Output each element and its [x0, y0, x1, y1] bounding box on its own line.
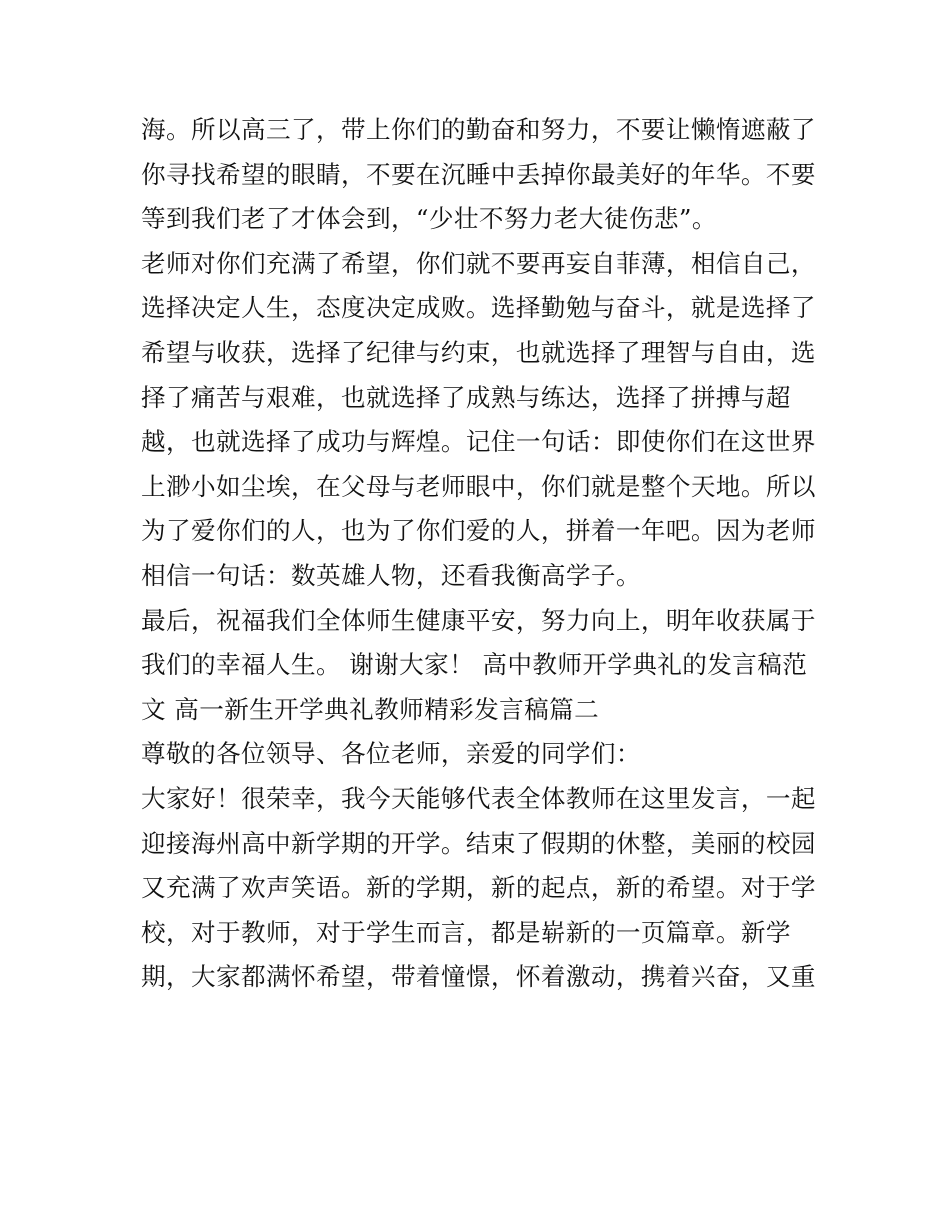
text-line-19: 校，对于教师，对于学生而言，都是崭新的一页篇章。新学 [141, 917, 791, 947]
text-line-11: 相信一句话：数英雄人物，还看我衡高学子。 [141, 560, 641, 590]
document-body [141, 108, 816, 1000]
text-line-20: 期，大家都满怀希望，带着憧憬，怀着激动，携着兴奋，又重 [141, 962, 816, 992]
text-line-10: 为了爱你们的人，也为了你们爱的人，拼着一年吧。因为老师 [141, 516, 816, 546]
text-line-17: 迎接海州高中新学期的开学。结束了假期的休整，美丽的校园 [141, 828, 816, 858]
text-line-5: 选择决定人生，态度决定成败。选择勤勉与奋斗，就是选择了 [141, 293, 816, 323]
text-line-4: 老师对你们充满了希望，你们就不要再妄自菲薄，相信自己， [141, 248, 816, 278]
text-line-12: 最后，祝福我们全体师生健康平安，努力向上，明年收获属于 [141, 605, 816, 635]
text-line-2: 你寻找希望的眼睛，不要在沉睡中丢掉你最美好的年华。不要 [141, 159, 816, 189]
text-line-1: 海。所以高三了，带上你们的勤奋和努力，不要让懒惰遮蔽了 [141, 115, 816, 144]
text-line-7: 择了痛苦与艰难，也就选择了成熟与练达，选择了拼搏与超 [141, 382, 791, 412]
text-line-15: 尊敬的各位领导、各位老师，亲爱的同学们： [141, 739, 641, 769]
text-line-18: 又充满了欢声笑语。新的学期，新的起点，新的希望。对于学 [141, 873, 816, 903]
text-line-13: 我们的幸福人生。 谢谢大家！ 高中教师开学典礼的发言稿范 [141, 650, 808, 680]
text-line-16: 大家好！很荣幸，我今天能够代表全体教师在这里发言，一起 [141, 783, 816, 813]
text-line-8: 越，也就选择了成功与辉煌。记住一句话：即使你们在这世界 [141, 427, 816, 457]
text-line-6: 希望与收获，选择了纪律与约束，也就选择了理智与自由，选 [141, 337, 816, 367]
text-line-9: 上渺小如尘埃，在父母与老师眼中，你们就是整个天地。所以 [141, 471, 816, 501]
text-line-3: 等到我们老了才体会到，“少壮不努力老大徒伤悲”。 [141, 204, 717, 234]
text-line-14: 文 高一新生开学典礼教师精彩发言稿篇二 [141, 694, 600, 724]
